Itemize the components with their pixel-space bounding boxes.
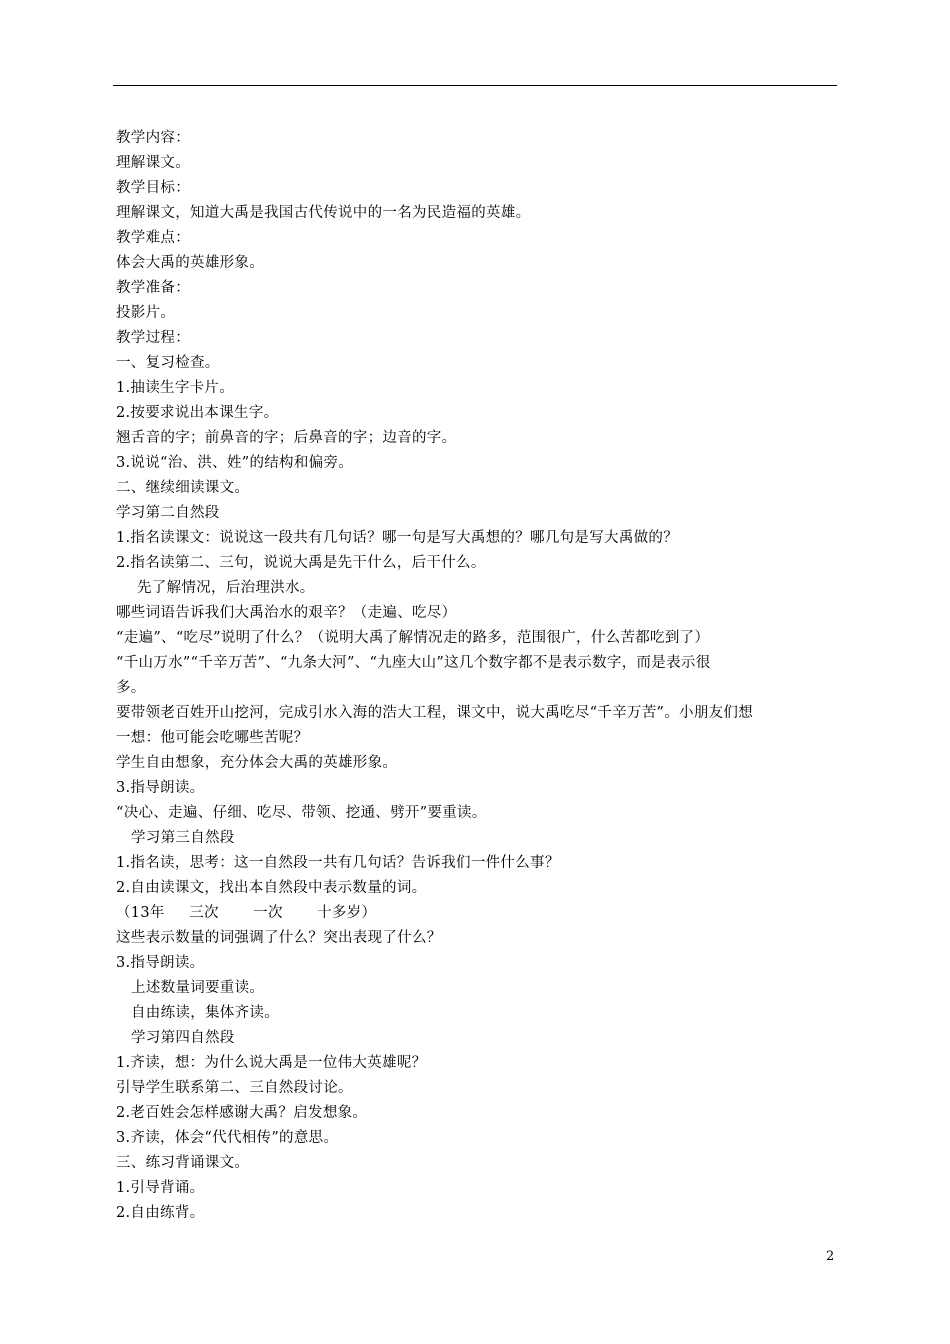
text-line: 先了解情况，后治理洪水。 bbox=[137, 580, 315, 596]
text-line: 体会大禹的英雄形象。 bbox=[116, 255, 264, 271]
text-line: 3.齐读，体会“代代相传”的意思。 bbox=[116, 1130, 339, 1146]
text-line: 哪些词语告诉我们大禹治水的艰辛？（走遍、吃尽） bbox=[116, 605, 457, 621]
text-line: 教学过程： bbox=[116, 330, 190, 346]
section-heading: 三、练习背诵课文。 bbox=[116, 1155, 250, 1171]
text-line: “千山万水”“千辛万苦”、“九条大河”、“九座大山”这几个数字都不是表示数字，而是表示很 bbox=[116, 655, 711, 671]
text-line: “决心、走遍、仔细、吃尽、带领、挖通、劈开”要重读。 bbox=[116, 805, 487, 821]
subsection-heading: 学习第三自然段 bbox=[131, 830, 235, 846]
section-heading: 一、复习检查。 bbox=[116, 355, 220, 371]
text-line: 自由练读，集体齐读。 bbox=[131, 1005, 279, 1021]
text-line: 翘舌音的字；前鼻音的字；后鼻音的字；边音的字。 bbox=[116, 430, 457, 446]
text-line: 3.指导朗读。 bbox=[116, 780, 205, 796]
header-rule bbox=[113, 85, 837, 86]
page-number: 2 bbox=[826, 1249, 835, 1264]
text-line: 2.指名读第二、三句，说说大禹是先干什么，后干什么。 bbox=[116, 555, 486, 571]
text-line: 1.抽读生字卡片。 bbox=[116, 380, 235, 396]
text-line: 2.自由读课文，找出本自然段中表示数量的词。 bbox=[116, 880, 427, 896]
text-line: 2.按要求说出本课生字。 bbox=[116, 405, 279, 421]
text-line: 理解课文。 bbox=[116, 155, 190, 171]
text-line: 教学内容： bbox=[116, 130, 190, 146]
subsection-heading: 学习第四自然段 bbox=[131, 1030, 235, 1046]
text-line: 教学准备： bbox=[116, 280, 190, 296]
text-line: 2.自由练背。 bbox=[116, 1205, 205, 1221]
text-line: 1.指名读，思考：这一自然段一共有几句话？告诉我们一件什么事？ bbox=[116, 855, 560, 871]
document-body bbox=[116, 126, 840, 1226]
text-line: 教学难点： bbox=[116, 230, 190, 246]
text-line: 1.齐读，想：为什么说大禹是一位伟大英雄呢？ bbox=[116, 1055, 427, 1071]
text-line: 理解课文，知道大禹是我国古代传说中的一名为民造福的英雄。 bbox=[116, 205, 531, 221]
text-line: “走遍”、“吃尽”说明了什么？（说明大禹了解情况走的路多，范围很广，什么苦都吃到了） bbox=[116, 630, 710, 646]
section-heading: 二、继续细读课文。 bbox=[116, 480, 250, 496]
text-line: 2.老百姓会怎样感谢大禹？启发想象。 bbox=[116, 1105, 368, 1121]
text-line: 多。 bbox=[116, 680, 146, 696]
text-line: 学生自由想象，充分体会大禹的英雄形象。 bbox=[116, 755, 398, 771]
text-line: 1.指名读课文：说说这一段共有几句话？哪一句是写大禹想的？哪几句是写大禹做的？ bbox=[116, 530, 679, 546]
text-line: 3.说说“治、洪、姓”的结构和偏旁。 bbox=[116, 455, 354, 471]
subsection-heading: 学习第二自然段 bbox=[116, 505, 220, 521]
text-line: 3.指导朗读。 bbox=[116, 955, 205, 971]
text-line: （13年 三次 一次 十多岁） bbox=[116, 905, 377, 921]
text-line: 投影片。 bbox=[116, 305, 176, 321]
text-line: 上述数量词要重读。 bbox=[131, 980, 265, 996]
text-line: 一想：他可能会吃哪些苦呢？ bbox=[116, 730, 309, 746]
text-line: 教学目标： bbox=[116, 180, 190, 196]
text-line: 1.引导背诵。 bbox=[116, 1180, 205, 1196]
text-line: 引导学生联系第二、三自然段讨论。 bbox=[116, 1080, 353, 1096]
text-line: 这些表示数量的词强调了什么？突出表现了什么？ bbox=[116, 930, 442, 946]
text-line: 要带领老百姓开山挖河，完成引水入海的浩大工程，课文中，说大禹吃尽“千辛万苦”。小朋友们想 bbox=[116, 705, 754, 721]
